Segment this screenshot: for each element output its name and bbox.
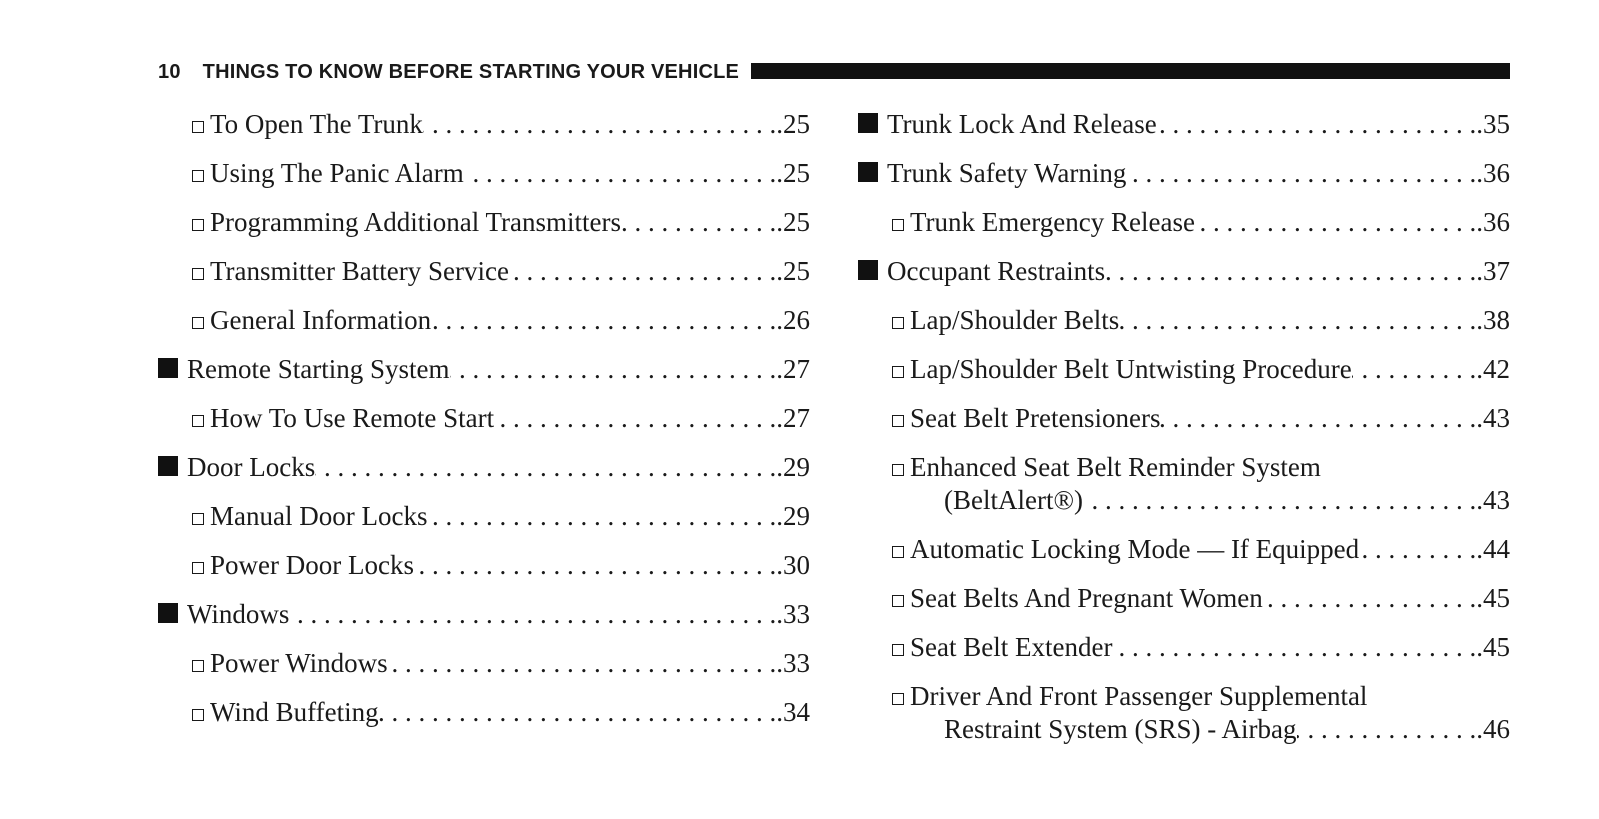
toc-entry-title: Occupant Restraints — [887, 256, 1106, 286]
toc-page-number: .27 — [776, 403, 810, 433]
toc-entry-title: Lap/Shoulder Belts — [910, 305, 1120, 335]
dot-leader — [289, 590, 776, 639]
toc-page-number: .25 — [776, 207, 810, 237]
filled-square-bullet-icon — [158, 358, 178, 378]
toc-entry-line — [892, 451, 1510, 484]
dot-leader — [1160, 394, 1476, 443]
toc-entry-title: How To Use Remote Start — [210, 403, 495, 433]
dot-leader — [315, 443, 776, 492]
toc-entry[interactable] — [858, 574, 1510, 623]
toc-entry-title: Power Windows — [210, 648, 388, 678]
toc-page-number: .43 — [1476, 403, 1510, 433]
toc-left-column — [158, 100, 810, 737]
toc-page-number: .45 — [1476, 632, 1510, 662]
dot-leader — [1352, 345, 1477, 394]
toc-entry-title: Remote Starting System — [187, 354, 450, 384]
toc-entry-title-continued: Restraint System (SRS) - Airbag — [944, 714, 1297, 744]
toc-page-number: .33 — [776, 648, 810, 678]
toc-page-number: .25 — [776, 256, 810, 286]
dot-leader — [1126, 149, 1476, 198]
dot-leader — [388, 639, 777, 688]
dot-leader — [509, 247, 776, 296]
toc-entry[interactable] — [158, 296, 810, 345]
dot-leader — [1105, 247, 1476, 296]
toc-entry[interactable] — [158, 639, 810, 688]
toc-page-number: .26 — [776, 305, 810, 335]
dot-leader — [1112, 623, 1476, 672]
toc-entry[interactable] — [858, 345, 1510, 394]
hollow-square-bullet-icon — [192, 268, 204, 280]
toc-page-number: .34 — [776, 697, 810, 727]
toc-entry-title: Seat Belt Extender — [910, 632, 1113, 662]
hollow-square-bullet-icon — [892, 366, 904, 378]
toc-page-number: .33 — [776, 599, 810, 629]
toc-page-number: .37 — [1476, 256, 1510, 286]
filled-square-bullet-icon — [858, 113, 878, 133]
hollow-square-bullet-icon — [892, 317, 904, 329]
toc-page-number: .27 — [776, 354, 810, 384]
dot-leader — [379, 688, 777, 737]
toc-entry[interactable] — [158, 443, 810, 492]
toc-right-column — [858, 100, 1510, 754]
dot-leader — [423, 100, 776, 149]
toc-page-number: .25 — [776, 109, 810, 139]
toc-entry-title: Manual Door Locks — [210, 501, 428, 531]
hollow-square-bullet-icon — [892, 219, 904, 231]
dot-leader — [1119, 296, 1476, 345]
toc-page-number: .45 — [1476, 583, 1510, 613]
toc-entry[interactable] — [158, 149, 810, 198]
toc-entry[interactable] — [858, 525, 1510, 574]
toc-page-number: .29 — [776, 452, 810, 482]
toc-entry-title: To Open The Trunk — [210, 109, 423, 139]
toc-entry-title: Door Locks — [187, 452, 316, 482]
dot-leader — [431, 296, 776, 345]
toc-page-number: .25 — [776, 158, 810, 188]
toc-entry[interactable] — [858, 149, 1510, 198]
section-title: THINGS TO KNOW BEFORE STARTING YOUR VEHICLE — [202, 60, 740, 83]
hollow-square-bullet-icon — [892, 546, 904, 558]
hollow-square-bullet-icon — [192, 317, 204, 329]
page-number: 10 — [158, 60, 181, 83]
toc-entry-title: Enhanced Seat Belt Reminder System — [910, 452, 1321, 482]
dot-leader — [1195, 198, 1476, 247]
toc-entry[interactable] — [158, 345, 810, 394]
toc-page-number: .36 — [1476, 207, 1510, 237]
hollow-square-bullet-icon — [192, 660, 204, 672]
toc-page-number: .36 — [1476, 158, 1510, 188]
hollow-square-bullet-icon — [192, 709, 204, 721]
hollow-square-bullet-icon — [192, 121, 204, 133]
filled-square-bullet-icon — [158, 456, 178, 476]
toc-entry[interactable] — [858, 198, 1510, 247]
toc-page-number: .30 — [776, 550, 810, 580]
hollow-square-bullet-icon — [892, 464, 904, 476]
filled-square-bullet-icon — [858, 162, 878, 182]
toc-entry[interactable] — [158, 198, 810, 247]
dot-leader — [621, 198, 776, 247]
hollow-square-bullet-icon — [892, 595, 904, 607]
hollow-square-bullet-icon — [192, 415, 204, 427]
toc-entry-line — [892, 713, 1510, 746]
toc-entry[interactable] — [158, 100, 810, 149]
toc-entry-title: Trunk Safety Warning — [887, 158, 1127, 188]
toc-entry-title: Wind Buffeting — [210, 697, 379, 727]
toc-page-number: .44 — [1476, 534, 1510, 564]
toc-entry[interactable] — [158, 394, 810, 443]
header-rule — [751, 63, 1510, 79]
toc-entry-title: Lap/Shoulder Belt Untwisting Procedure — [910, 354, 1352, 384]
toc-entry-title: Seat Belts And Pregnant Women — [910, 583, 1263, 613]
toc-page-number: .38 — [1476, 305, 1510, 335]
toc-entry-title: Programming Additional Transmitters — [210, 207, 622, 237]
dot-leader — [464, 149, 777, 198]
toc-entry[interactable] — [158, 492, 810, 541]
toc-entry-title: Trunk Emergency Release — [910, 207, 1195, 237]
toc-entry[interactable] — [158, 247, 810, 296]
toc-entry-title: Automatic Locking Mode — If Equipped — [910, 534, 1360, 564]
toc-entry-title: Driver And Front Passenger Supplemental — [910, 681, 1368, 711]
toc-page-number: .43 — [1476, 485, 1510, 515]
toc-entry-title: General Information — [210, 305, 432, 335]
toc-entry-title: Power Door Locks — [210, 550, 414, 580]
toc-page-number: .46 — [1476, 714, 1510, 744]
dot-leader — [1083, 484, 1476, 517]
toc-entry-title: Trunk Lock And Release — [887, 109, 1157, 139]
hollow-square-bullet-icon — [192, 170, 204, 182]
toc-entry[interactable] — [858, 247, 1510, 296]
toc-entry-title: Using The Panic Alarm — [210, 158, 464, 188]
dot-leader — [1263, 574, 1476, 623]
toc-entry[interactable] — [158, 688, 810, 737]
dot-leader — [414, 541, 776, 590]
dot-leader — [427, 492, 776, 541]
toc-entry-title-continued: (BeltAlert®) — [944, 485, 1083, 515]
filled-square-bullet-icon — [858, 260, 878, 280]
toc-page-number: .35 — [1476, 109, 1510, 139]
filled-square-bullet-icon — [158, 603, 178, 623]
toc-entry-title: Windows — [187, 599, 290, 629]
toc-entry[interactable] — [858, 296, 1510, 345]
dot-leader — [1157, 100, 1477, 149]
toc-entry[interactable] — [858, 394, 1510, 443]
toc-entry-title: Seat Belt Pretensioners — [910, 403, 1161, 433]
toc-entry-line — [892, 484, 1510, 517]
toc-entry[interactable] — [858, 100, 1510, 149]
hollow-square-bullet-icon — [892, 693, 904, 705]
dot-leader — [450, 345, 777, 394]
toc-page-number: .29 — [776, 501, 810, 531]
page-header — [158, 58, 1510, 86]
hollow-square-bullet-icon — [192, 562, 204, 574]
hollow-square-bullet-icon — [892, 644, 904, 656]
hollow-square-bullet-icon — [192, 219, 204, 231]
dot-leader — [494, 394, 776, 443]
toc-entry[interactable] — [858, 623, 1510, 672]
dot-leader — [1359, 525, 1476, 574]
dot-leader — [1297, 713, 1477, 746]
toc-entry[interactable] — [158, 590, 810, 639]
toc-page-number: .42 — [1476, 354, 1510, 384]
toc-entry[interactable] — [858, 443, 1510, 525]
hollow-square-bullet-icon — [892, 415, 904, 427]
toc-entry[interactable] — [158, 541, 810, 590]
toc-entry-line — [892, 680, 1510, 713]
hollow-square-bullet-icon — [192, 513, 204, 525]
toc-entry[interactable] — [858, 672, 1510, 754]
toc-entry-title: Transmitter Battery Service — [210, 256, 509, 286]
